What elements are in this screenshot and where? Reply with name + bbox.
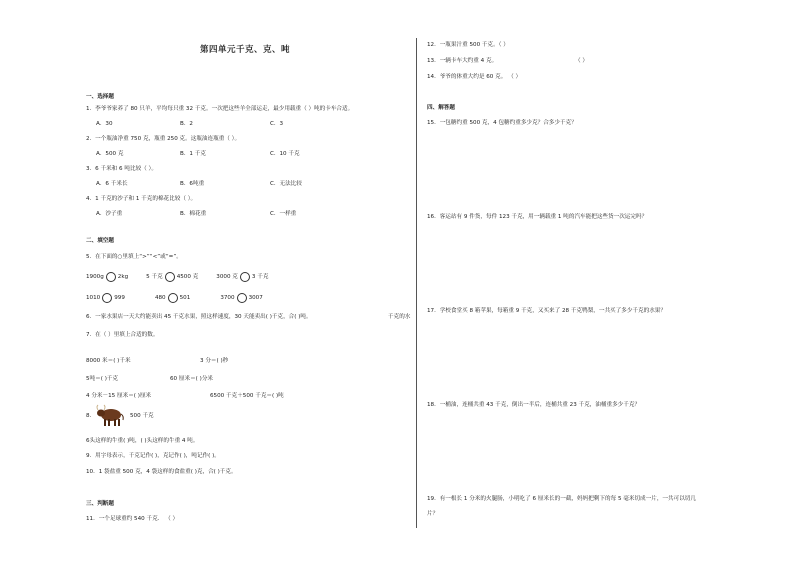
question-17: 17．学校食堂买 8 箱苹果，每箱重 9 千克，又买来了 28 千克鸭梨，一共买了多少千克的水果？	[427, 308, 666, 314]
question-19-line-2: 片？	[427, 511, 439, 517]
question-19-line-1: 19．有一根长 1 分米的火腿肠，小明吃了 6 厘米长的一截，妈妈把剩下的每 5 毫米切成一片，一共可以切几	[427, 496, 696, 502]
ox-weight-label: 500 千克	[130, 413, 154, 419]
q5-item: 501	[179, 295, 191, 301]
question-15: 15．一包糖约重 500 克，4 包糖约重多少克？合多少千克？	[427, 120, 577, 126]
q5-item: 480	[154, 295, 166, 301]
section-choice: 一、选择题	[86, 94, 114, 100]
q5-row-1	[86, 272, 268, 282]
q4-option-b: B．棉花重	[180, 211, 207, 217]
q3-option-c: C．无法比较	[270, 181, 302, 187]
compare-circle[interactable]	[240, 272, 250, 282]
question-6: 6．一家水果店一天大约能卖出 45 千克水果，照这样速度，30 天能卖出( )千克，合( )吨。	[86, 314, 312, 320]
question-12: 12．一瓶果汁重 500 千克。（ ）	[427, 42, 509, 48]
q5-row-2	[86, 293, 263, 303]
q1-option-b: B．2	[180, 121, 193, 127]
q5-item: 1900g	[86, 274, 104, 280]
q5-item: 2kg	[117, 274, 129, 280]
q7-item: 3 分＝( )秒	[200, 358, 229, 364]
question-18: 18．一桶油，连桶共重 43 千克，倒出一半后，连桶共重 23 千克，油桶重多少千克？	[427, 402, 641, 408]
question-2: 2．一个瓶油净重 750 克，瓶重 250 克。这瓶油连瓶重（ ）。	[86, 136, 241, 142]
question-10: 10．1 袋盐重 500 克，4 袋这样的食盐重( )克，合( )千克。	[86, 469, 237, 475]
q5-item: 4500 克	[176, 274, 199, 280]
section-answer: 四、解答题	[427, 105, 455, 111]
q1-option-a: A．30	[96, 121, 113, 127]
question-7: 7．在（ ）里填上合适的数。	[86, 332, 159, 338]
page-title: 第四单元千克、克、吨	[200, 45, 291, 55]
question-1: 1．李爷爷家养了 80 只羊，平均每只重 32 千克。一次把这些羊全部运走，最少用载重（ ）吨的卡车合适。	[86, 106, 354, 112]
q4-option-a: A．沙子重	[96, 211, 123, 217]
question-11: 11．一个足球重约 540 千克． （ ）	[86, 516, 179, 522]
q2-option-b: B．1 千克	[180, 151, 206, 157]
column-divider	[416, 38, 417, 528]
question-3: 3．6 千米和 6 吨比较（ ）。	[86, 166, 157, 172]
q5-item: 3700	[220, 295, 235, 301]
ox-image	[95, 404, 125, 428]
compare-circle[interactable]	[237, 293, 247, 303]
q4-option-c: C．一样重	[270, 211, 297, 217]
question-13: 13．一辆卡车大约重 4 克。	[427, 58, 498, 64]
compare-circle[interactable]	[102, 293, 112, 303]
q5-item: 3007	[248, 295, 263, 301]
q1-option-c: C．3	[270, 121, 284, 127]
question-8-number: 8．	[86, 413, 96, 419]
q7-item: 5吨＝( )千克	[86, 376, 119, 382]
section-judgment: 三、判断题	[86, 501, 114, 507]
q5-item: 3000 克	[216, 274, 238, 280]
q2-option-c: C．10 千克	[270, 151, 300, 157]
q3-option-a: A．6 千米长	[96, 181, 128, 187]
q5-item: 3 千克	[251, 274, 269, 280]
question-9: 9．用字母表示，千克记作( )，克记作( )，吨记作( )。	[86, 453, 220, 459]
question-8: 6头这样的牛重( )吨，( )头这样的牛重 4 吨。	[86, 438, 199, 444]
q3-option-b: B．6吨重	[180, 181, 205, 187]
q7-item: 8000 米＝( )千米	[86, 358, 131, 364]
compare-circle[interactable]	[168, 293, 178, 303]
q7-item: 6500 千克＋500 千克＝( )吨	[210, 393, 284, 399]
question-14: 14．爷爷的体重大约是 60 克。 （ ）	[427, 74, 522, 80]
compare-circle[interactable]	[106, 272, 116, 282]
q5-item: 1010	[86, 295, 101, 301]
question-4: 4．1 千克的沙子和 1 千克的棉花比较（ ）。	[86, 196, 197, 202]
question-5: 5．在下面的○里填上“>”“<”或“=”。	[86, 254, 182, 260]
q7-item: 60 厘米＝( )分米	[170, 376, 214, 382]
q5-item: 5 千克	[146, 274, 163, 280]
section-fill-blank: 二、填空题	[86, 238, 114, 244]
question-13-paren: （ ）	[575, 58, 588, 64]
question-16: 16．客运站有 9 件货，每件 123 千克，用一辆载重 1 吨的汽车能把这些货一次运完吗？	[427, 214, 648, 220]
q7-item: 4 分米－15 厘米＝( )厘米	[86, 393, 152, 399]
question-6-tail: 千克的水	[388, 314, 411, 320]
q2-option-a: A．500 克	[96, 151, 124, 157]
compare-circle[interactable]	[165, 272, 175, 282]
q5-item: 999	[114, 295, 125, 301]
